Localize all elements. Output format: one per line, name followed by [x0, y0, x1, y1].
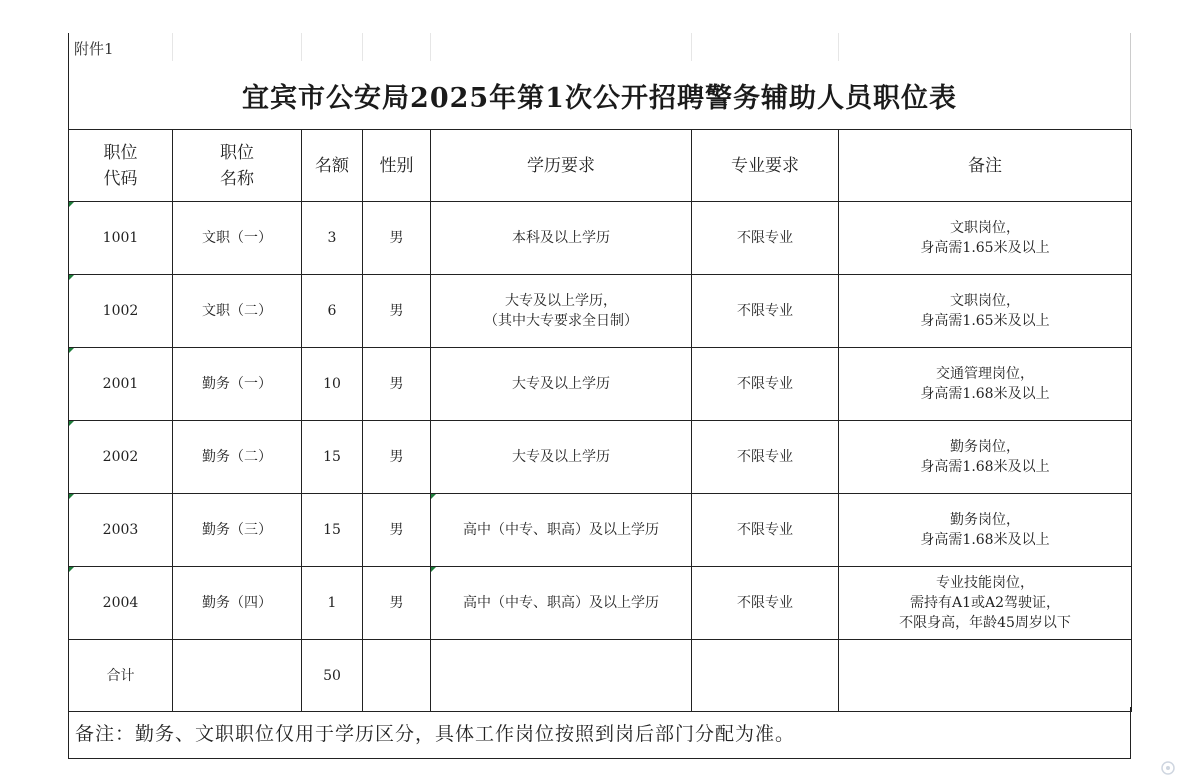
cell-code — [69, 348, 173, 421]
total-empty-cell — [839, 640, 1132, 712]
spreadsheet-gridlines — [68, 33, 1131, 61]
cell-remarks-line: 不限身高，年龄45周岁以下 — [899, 615, 1071, 631]
header-name-line2: 名称 — [220, 168, 254, 189]
cell-education-line: 高中（中专、职高）及以上学历 — [463, 522, 659, 538]
header-remarks: 备注 — [839, 130, 1132, 202]
cell-gender: 男 — [363, 494, 431, 567]
header-code-line2: 代码 — [103, 168, 138, 189]
cell-remarks-line: 身高需1.65米及以上 — [920, 313, 1050, 329]
watermark-icon — [1160, 760, 1176, 776]
positions-table — [68, 129, 1132, 712]
cell-education-line: 大专及以上学历， — [505, 293, 617, 309]
cell-quota: 6 — [302, 275, 363, 348]
cell-name: 勤务（一） — [173, 348, 302, 421]
cell-education — [431, 421, 692, 494]
table-row — [69, 494, 1132, 567]
cell-quota: 10 — [302, 348, 363, 421]
cell-remarks — [839, 202, 1132, 275]
cell-quota: 15 — [302, 421, 363, 494]
cell-remarks-line: 身高需1.68米及以上 — [920, 386, 1050, 402]
header-major: 专业要求 — [692, 130, 839, 202]
cell-quota: 1 — [302, 567, 363, 640]
cell-remarks — [839, 567, 1132, 640]
cell-education-line: 高中（中专、职高）及以上学历 — [463, 595, 659, 611]
cell-education — [431, 275, 692, 348]
cell-gender: 男 — [363, 421, 431, 494]
cell-gender: 男 — [363, 348, 431, 421]
cell-education-line: （其中大专要求全日制） — [484, 313, 638, 329]
cell-remarks-line: 需持有A1或A2驾驶证， — [909, 595, 1061, 611]
cell-code — [69, 421, 173, 494]
cell-code — [69, 275, 173, 348]
header-quota: 名额 — [302, 130, 363, 202]
total-label: 合计 — [69, 640, 173, 712]
attachment-label: 附件1 — [74, 40, 114, 58]
cell-education-line: 大专及以上学历 — [512, 376, 610, 392]
header-code — [69, 130, 173, 202]
cell-remarks-line: 交通管理岗位， — [936, 366, 1034, 382]
cell-remarks — [839, 348, 1132, 421]
cell-quota: 15 — [302, 494, 363, 567]
footnote: 备注：勤务、文职职位仅用于学历区分，具体工作岗位按照到岗后部门分配为准。 — [68, 707, 1131, 759]
cell-gender: 男 — [363, 567, 431, 640]
header-code-line1: 职位 — [103, 142, 138, 163]
cell-code-text: 2004 — [102, 595, 139, 611]
cell-remarks-line: 专业技能岗位， — [936, 575, 1034, 591]
cell-major: 不限专业 — [692, 202, 839, 275]
cell-code-text: 2003 — [102, 522, 139, 538]
cell-major: 不限专业 — [692, 348, 839, 421]
cell-education — [431, 494, 692, 567]
cell-remarks-line: 身高需1.68米及以上 — [920, 532, 1050, 548]
total-empty-cell — [173, 640, 302, 712]
cell-code-text: 2002 — [102, 449, 139, 465]
cell-name: 文职（二） — [173, 275, 302, 348]
table-row — [69, 202, 1132, 275]
cell-remarks-line: 文职岗位， — [950, 293, 1020, 309]
cell-code-text: 2001 — [102, 376, 139, 392]
cell-major: 不限专业 — [692, 275, 839, 348]
cell-major: 不限专业 — [692, 567, 839, 640]
cell-code — [69, 494, 173, 567]
cell-education — [431, 202, 692, 275]
header-name — [173, 130, 302, 202]
total-empty-cell — [431, 640, 692, 712]
total-row — [69, 640, 1132, 712]
cell-code — [69, 202, 173, 275]
cell-remarks-line: 身高需1.68米及以上 — [920, 459, 1050, 475]
cell-name: 勤务（二） — [173, 421, 302, 494]
table-header-row — [69, 130, 1132, 202]
cell-gender: 男 — [363, 275, 431, 348]
cell-quota: 3 — [302, 202, 363, 275]
cell-education-line: 大专及以上学历 — [512, 449, 610, 465]
cell-name: 勤务（三） — [173, 494, 302, 567]
total-empty-cell — [692, 640, 839, 712]
cell-code-text: 1002 — [102, 303, 139, 319]
cell-remarks-line: 身高需1.65米及以上 — [920, 240, 1050, 256]
header-education: 学历要求 — [431, 130, 692, 202]
header-name-line1: 职位 — [220, 142, 254, 163]
cell-education — [431, 348, 692, 421]
cell-remarks-line: 文职岗位， — [950, 220, 1020, 236]
cell-remarks-line: 勤务岗位， — [950, 439, 1020, 455]
cell-name: 勤务（四） — [173, 567, 302, 640]
cell-remarks — [839, 494, 1132, 567]
total-quota: 50 — [302, 640, 363, 712]
cell-remarks-line: 勤务岗位， — [950, 512, 1020, 528]
cell-code-text: 1001 — [102, 230, 139, 246]
cell-education-line: 本科及以上学历 — [512, 230, 610, 246]
cell-gender: 男 — [363, 202, 431, 275]
cell-code — [69, 567, 173, 640]
table-row — [69, 421, 1132, 494]
cell-major: 不限专业 — [692, 494, 839, 567]
cell-name: 文职（一） — [173, 202, 302, 275]
cell-major: 不限专业 — [692, 421, 839, 494]
header-gender: 性别 — [363, 130, 431, 202]
page-title: 宜宾市公安局2025年第1次公开招聘警务辅助人员职位表 — [242, 82, 957, 114]
cell-remarks — [839, 275, 1132, 348]
table-row — [69, 348, 1132, 421]
cell-remarks — [839, 421, 1132, 494]
total-empty-cell — [363, 640, 431, 712]
cell-education — [431, 567, 692, 640]
table-row — [69, 275, 1132, 348]
table-row — [69, 567, 1132, 640]
